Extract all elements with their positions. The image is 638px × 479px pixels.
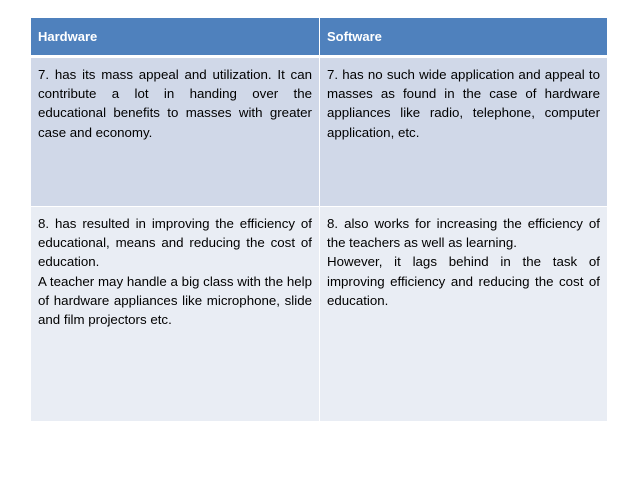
- row-7-hardware-text: 7. has its mass appeal and utilization. It can contribute a lot in handing over the educational benefits to masses with greater case and economy.: [38, 67, 312, 140]
- row-8-software-text-1: 8. also works for increasing the efficiency of the teachers as well as learning.: [327, 216, 600, 251]
- row-7-hardware-cell: [31, 58, 320, 207]
- row-8-hardware-text-2: A teacher may handle a big class with the help of hardware appliances like microphone, slide and film projectors etc.: [38, 273, 312, 328]
- row-7-software-text: 7. has no such wide application and appeal to masses as found in the case of hardware appliances like radio, telephone, computer application, etc.: [327, 67, 600, 140]
- row-8-hardware-cell: [31, 207, 320, 421]
- header-hardware: Hardware: [31, 18, 320, 58]
- comparison-table: [31, 18, 607, 421]
- row-8-software-cell: [320, 207, 607, 421]
- row-8-software-text-2: However, it lags behind in the task of improving efficiency and reducing the cost of education.: [327, 254, 600, 308]
- header-software: Software: [320, 18, 607, 58]
- row-8-hardware-text-1: 8. has resulted in improving the efficiency of educational, means and reducing the cost of education.: [38, 216, 312, 270]
- row-7-software-cell: [320, 58, 607, 207]
